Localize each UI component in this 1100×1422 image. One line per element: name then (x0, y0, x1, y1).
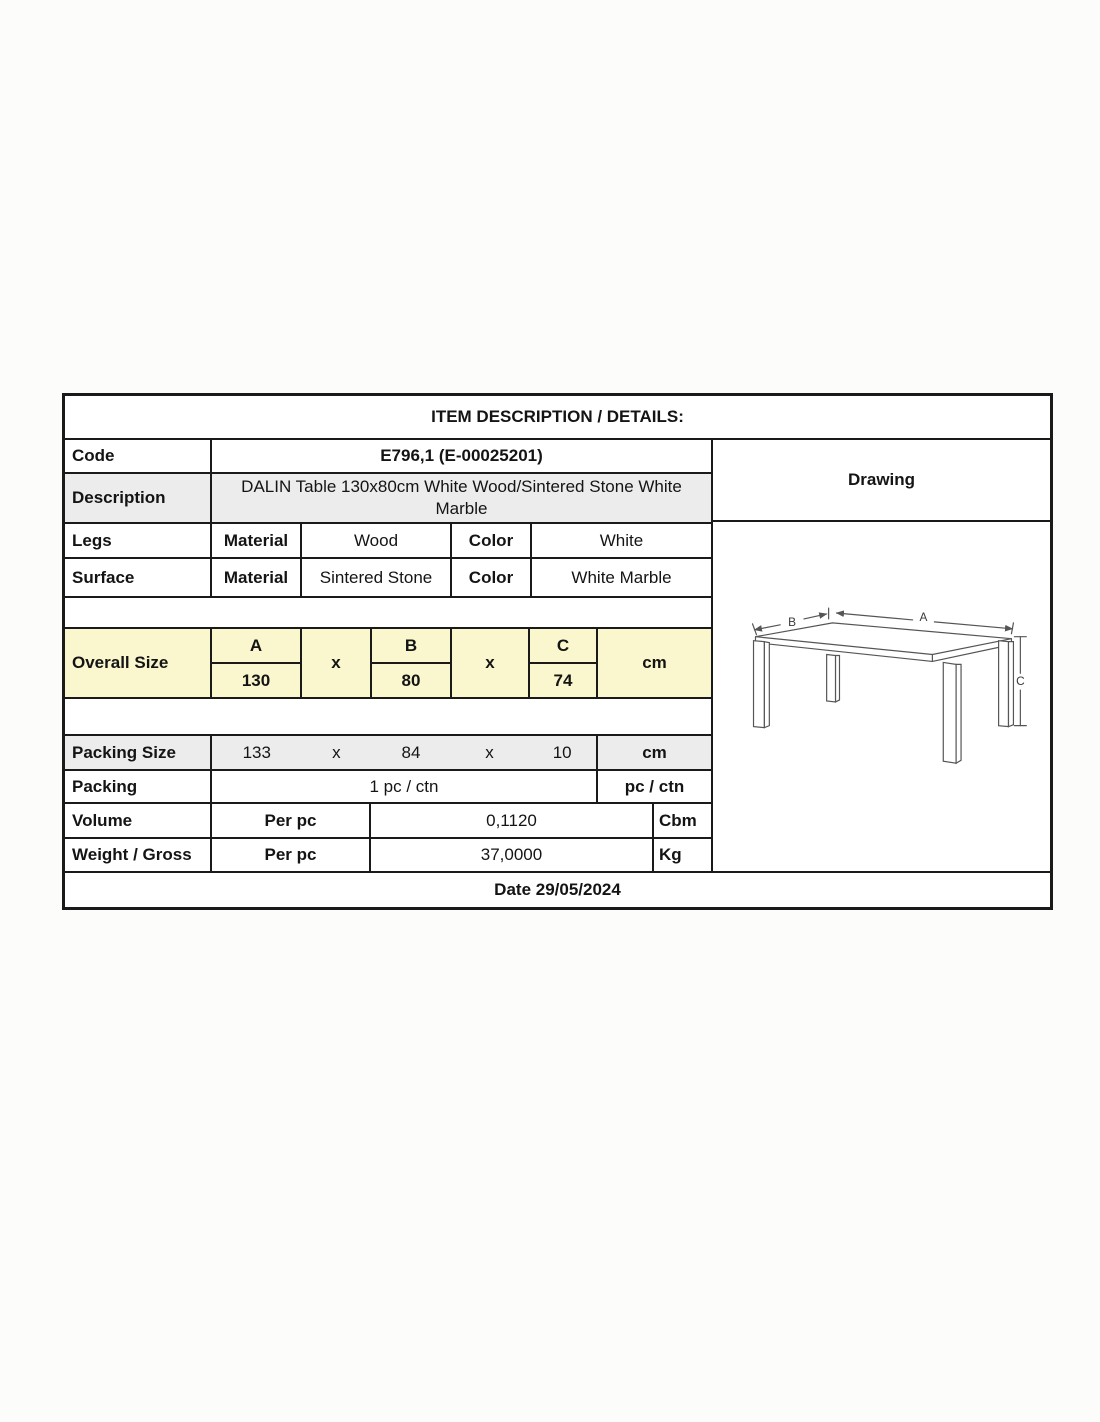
spec-main-columns (65, 440, 713, 871)
overall-size-row (65, 629, 711, 699)
volume-unit: Cbm (652, 804, 711, 837)
sketch-dim-b-label: B (788, 614, 797, 629)
description-row (65, 474, 711, 524)
dim-c-value: 74 (553, 670, 573, 690)
packing-size-v2: 84 (401, 742, 421, 762)
dim-a-letter: A (212, 629, 300, 664)
volume-value: 0,1120 (369, 804, 652, 837)
date-row: Date 29/05/2024 (65, 871, 1050, 907)
packing-size-v1: 133 (242, 742, 271, 762)
packing-size-values (210, 736, 596, 769)
packing-row (65, 771, 711, 804)
weight-row (65, 839, 711, 871)
overall-size-unit: cm (596, 629, 711, 697)
sketch-dim-a-label: A (919, 609, 928, 624)
packing-size-sep: x (332, 742, 341, 762)
code-label: Code (72, 446, 115, 465)
weight-label: Weight / Gross (72, 845, 192, 864)
dim-separator: x (450, 629, 528, 697)
legs-material-value: Wood (300, 524, 450, 557)
packing-size-v3: 10 (552, 742, 572, 762)
code-value: E796,1 (E-00025201) (210, 440, 711, 472)
surface-material-label: Material (210, 559, 300, 596)
volume-label: Volume (72, 810, 133, 830)
packing-size-label: Packing Size (72, 742, 176, 762)
drawing-title: Drawing (713, 440, 1050, 522)
surface-label: Surface (72, 567, 135, 587)
overall-size-dim-c (528, 629, 596, 697)
packing-label: Packing (72, 776, 138, 796)
legs-label: Legs (72, 530, 112, 550)
dim-separator: x (300, 629, 370, 697)
packing-value: 1 pc / ctn (210, 771, 596, 802)
overall-size-dim-a (210, 629, 300, 697)
drawing-cell (713, 522, 1050, 871)
surface-row (65, 559, 711, 598)
surface-material-value: Sintered Stone (300, 559, 450, 596)
weight-value: 37,0000 (369, 839, 652, 871)
packing-size-row (65, 736, 711, 771)
weight-unit: Kg (652, 839, 711, 871)
description-label: Description (72, 488, 166, 507)
description-value: DALIN Table 130x80cm White Wood/Sintered Stone White Marble (241, 476, 682, 518)
spacer-row (65, 699, 711, 736)
sketch-dim-c-label: C (1016, 674, 1025, 689)
volume-per: Per pc (210, 804, 369, 837)
surface-color-label: Color (450, 559, 530, 596)
overall-size-dim-b (370, 629, 450, 697)
overall-size-label: Overall Size (72, 653, 169, 672)
dim-a-value: 130 (241, 670, 271, 690)
dim-b-letter: B (372, 629, 450, 664)
table-title: ITEM DESCRIPTION / DETAILS: (65, 396, 1050, 440)
spacer-row (65, 598, 711, 629)
drawing-column (713, 440, 1050, 871)
dim-b-value: 80 (401, 670, 421, 690)
table-sketch (713, 522, 1050, 871)
packing-unit: pc / ctn (596, 771, 711, 802)
packing-size-sep: x (485, 742, 494, 762)
surface-color-value: White Marble (530, 559, 711, 596)
code-row (65, 440, 711, 474)
item-spec-table (62, 393, 1053, 910)
table-body (65, 440, 1050, 871)
legs-row (65, 524, 711, 559)
dim-c-letter: C (530, 629, 596, 664)
legs-color-value: White (530, 524, 711, 557)
legs-color-label: Color (450, 524, 530, 557)
legs-material-label: Material (210, 524, 300, 557)
volume-row (65, 804, 711, 839)
packing-size-unit: cm (596, 736, 711, 769)
weight-per: Per pc (210, 839, 369, 871)
